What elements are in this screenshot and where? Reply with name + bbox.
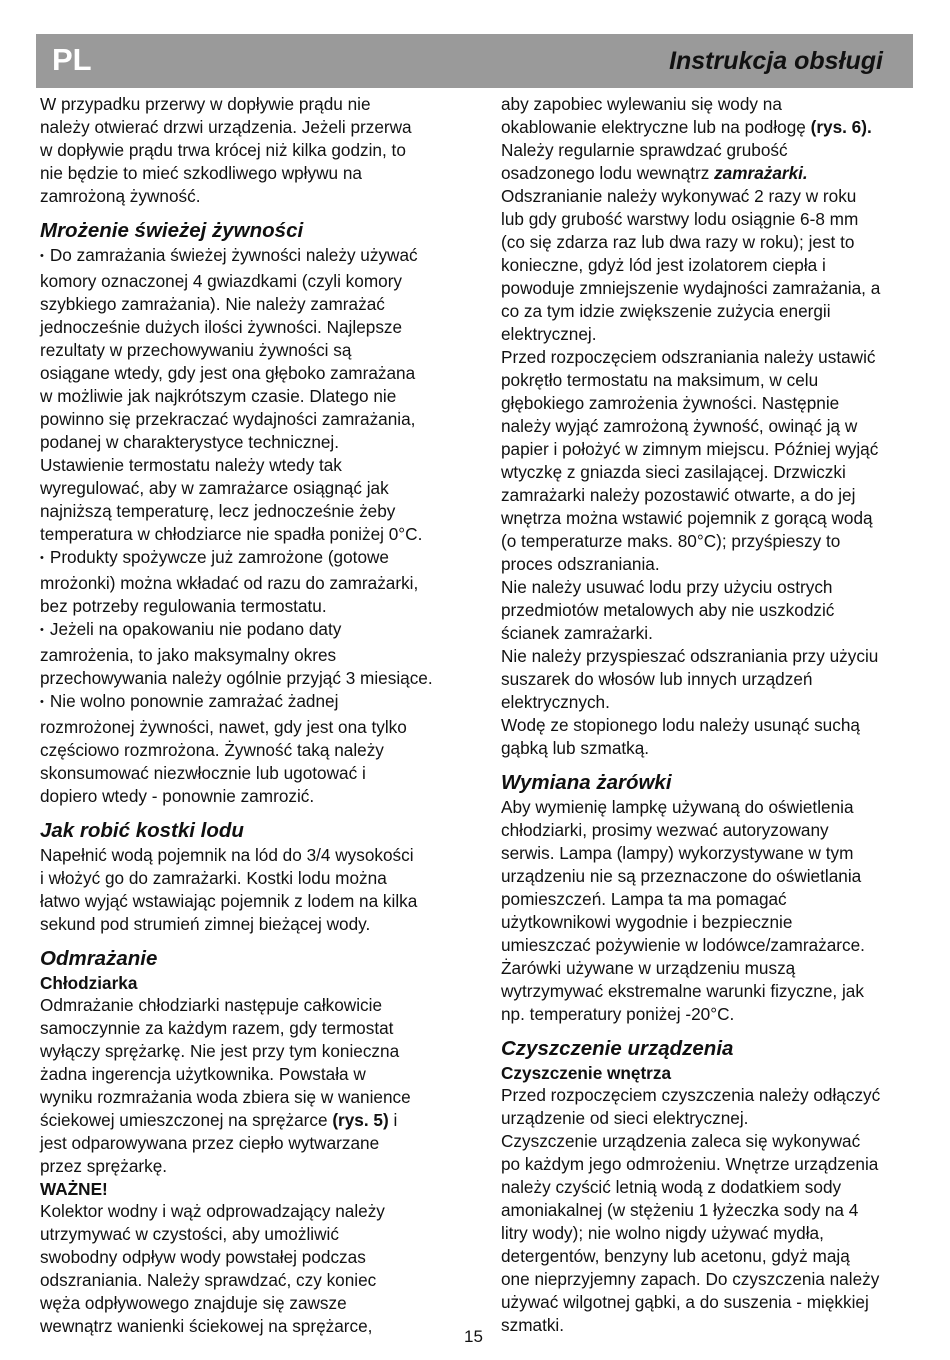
heading-defrosting: Odmrażanie	[40, 947, 158, 970]
subheading-interior-cleaning: Czyszczenie wnętrza	[501, 1063, 672, 1083]
page-number: 15	[464, 1327, 483, 1346]
heading-cleaning: Czyszczenie urządzenia	[501, 1037, 734, 1060]
page-header-bar	[36, 34, 913, 88]
manual-title: Instrukcja obsługi	[669, 47, 883, 75]
left-column	[40, 93, 458, 1338]
defrost-continued-paragraph: aby zapobiec wylewaniu się wody na okablowanie elektryczne lub na podłogę (rys. 6). Należy regularnie sprawdzać grubość osadzonego lodu wewnątrz zamrażarki. Odszranianie należy wykonywać 2 razy w roku lub gdy grubość warstwy lodu osiągnie 6-8 mm (co się zdarza raz lub dwa razy w roku); jest to konieczne, gdyż lód jest izolatorem ciepła i powoduje zmniejszenie wydajności zamrażania, a co za tym idzie zwiększenie zużycia energii elektrycznej. Przed rozpoczęciem odszraniania należy ustawić pokrętło termostatu na maksimum, w celu głębokiego zamrożenia żywności. Następnie należy wyjąć zamrożoną żywność, owinąć ją w papier i położyć w zimnym miejscu. Później wyjąć wtyczkę z gniazda sieci zasilającej. Drzwiczki zamrażarki należy pozostawić otwarte, a do jej wnętrza można wstawić pojemnik z gorącą wodą (o temperaturze maks. 80°C); przyśpieszy to proces odszraniania. Nie należy usuwać lodu przy użyciu ostrych przedmiotów metalowych aby nie uszkodzić ścianek zamrażarki. Nie należy przyspieszać odszraniania przy użyciu suszarek do włosów lub innych urządzeń elektrycznych. Wodę ze stopionego lodu należy usunąć suchą gąbką lub szmatką.	[501, 94, 881, 758]
important-label: WAŻNE!	[40, 1179, 108, 1199]
bulb-paragraph: Aby wymienię lampkę używaną do oświetlenia chłodziarki, prosimy wezwać autoryzowany serwis. Lampa (lampy) wykorzystywane w tym urządzeniu nie są przeznaczone do oświetlania pomieszczeń. Lampa ta ma pomagać użytkownikowi wygodnie i bezpiecznie umieszczać pożywienie w lodówce/zamrażarce. Żarówki używane w urządzeniu muszą wytrzymywać ekstremalne warunki fizyczne, jak np. temperatury poniżej -20°C.	[501, 797, 865, 1024]
subheading-fridge: Chłodziarka	[40, 973, 138, 993]
heading-freezing-fresh-food: Mrożenie świeżej żywności	[40, 219, 304, 242]
figure-ref-5: (rys. 5)	[332, 1110, 389, 1130]
emphasis-freezer: zamrażarki.	[714, 163, 808, 183]
ice-cubes-paragraph: Napełnić wodą pojemnik na lód do 3/4 wysokości i włożyć go do zamrażarki. Kostki lodu można łatwo wyjąć wstawiając pojemnik z lodem na kilka sekund pod strumień zimnej bieżącej wody.	[40, 845, 418, 934]
fridge-defrost-paragraph: Odmrażanie chłodziarki następuje całkowicie samoczynnie za każdym razem, gdy termostat wyłączy sprężarkę. Nie jest przy tym konieczna żadna ingerencja użytkownika. Powstała w wyniku rozmrażania woda zbiera się w wanience ściekowej umieszczonej na sprężarce (rys. 5) i jest odparowywana przez ciepło wytwarzane przez sprężarkę.	[40, 995, 411, 1176]
language-code: PL	[52, 42, 92, 77]
freezing-paragraph: • Do zamrażania świeżej żywności należy używać komory oznaczonej 4 gwiazdkami (czyli komory szybkiego zamrażania). Nie należy zamrażać jednocześnie dużych ilości żywności. Najlepsze rezultaty w przechowywaniu żywności są osiągane wtedy, gdy jest ona głęboko zamrażana w możliwie jak najkrótszym czasie. Dlatego nie powinno się przekraczać wydajności zamrażania, podanej w charakterystyce technicznej. Ustawienie termostatu należy wtedy tak wyregulować, aby w zamrażarce osiągnąć jak najniższą temperaturę, lecz jednocześnie żeby temperatura w chłodziarce nie spadła poniżej 0°C. • Produkty spożywcze już zamrożone (gotowe mrożonki) można wkładać od razu do zamrażarki, bez potrzeby regulowania termostatu. • Jeżeli na opakowaniu nie podano daty zamrożenia, to jako maksymalny okres przechowywania należy ogólnie przyjąć 3 miesiące. • Nie wolno ponownie zamrażać żadnej rozmrożonej żywności, nawet, gdy jest ona tylko częściowo rozmrożona. Żywność taką należy skonsumować niezwłocznie lub ugotować i dopiero wtedy - ponownie zamrozić.	[40, 244, 458, 808]
right-column	[501, 93, 917, 1337]
figure-ref-6: (rys. 6).	[810, 117, 872, 137]
intro-paragraph: W przypadku przerwy w dopływie prądu nie należy otwierać drzwi urządzenia. Jeżeli przerwa w dopływie prądu trwa krócej niż kilka godzin, to nie będzie to mieć szkodliwego wpływu na zamrożoną żywność.	[40, 94, 412, 206]
important-paragraph: Kolektor wodny i wąż odprowadzający należy utrzymywać w czystości, aby umożliwić swobodny odpływ wody powstałej podczas odszraniania. Należy sprawdzać, czy koniec węża odpływowego znajduje się zawsze wewnątrz wanienki ściekowej na sprężarce,	[40, 1201, 385, 1336]
heading-ice-cubes: Jak robić kostki lodu	[40, 819, 244, 842]
interior-cleaning-paragraph: Przed rozpoczęciem czyszczenia należy odłączyć urządzenie od sieci elektrycznej. Czyszczenie urządzenia zaleca się wykonywać po każdym jego odmrożeniu. Wnętrze urządzenia należy czyścić letnią wodą z dodatkiem sody amoniakalnej (w stężeniu 1 łyżeczka sody na 4 litry wody); nie wolno nigdy używać mydła, detergentów, benzyny lub acetonu, gdyż mają one nieprzyjemny zapach. Do czyszczenia należy używać wilgotnej gąbki, a do suszenia - miękkiej szmatki.	[501, 1085, 881, 1335]
heading-bulb-replacement: Wymiana żarówki	[501, 771, 672, 794]
